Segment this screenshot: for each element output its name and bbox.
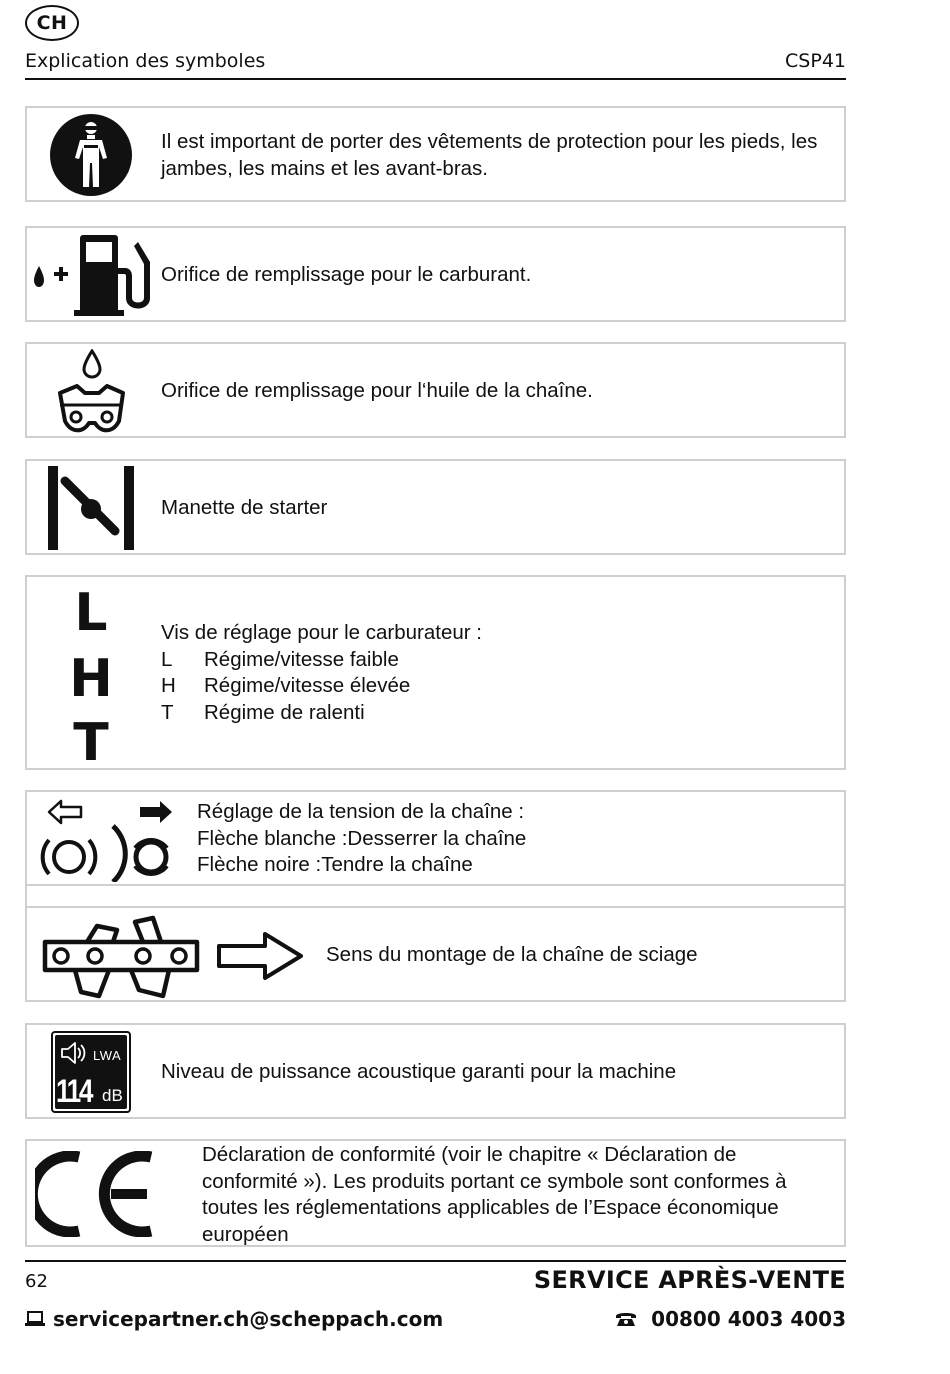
carburetor-item xyxy=(161,647,482,674)
page-number: 62 xyxy=(25,1271,48,1292)
symbol-row-protective-clothing xyxy=(25,106,846,202)
ce-mark-icon xyxy=(35,1151,155,1237)
choke-lever-icon xyxy=(45,465,137,551)
chain-tension-line: Flèche blanche :Desserrer la chaîne xyxy=(197,826,527,850)
phone-number[interactable]: 00800 4003 4003 xyxy=(651,1307,846,1331)
symbol-text-chain-oil: Orifice de remplissage pour l‘huile de la chaîne. xyxy=(161,379,593,402)
carburetor-item xyxy=(161,673,482,700)
symbol-row-ce xyxy=(25,1139,846,1247)
service-label: SERVICE APRÈS-VENTE xyxy=(533,1266,846,1294)
symbol-text-ce: Déclaration de conformité (voir le chapitre « Déclaration de conformité »). Les produits portant ce symbole sont conformes à toutes les réglementations applicables de l’Espace économique européen xyxy=(202,1143,787,1246)
carburetor-item-code: L xyxy=(161,647,173,671)
chain-tension-line: Réglage de la tension de la chaîne : xyxy=(197,800,525,823)
sound-value: 114 xyxy=(56,1073,91,1109)
symbol-row-sound-power xyxy=(25,1023,846,1119)
symbol-text-saw-chain: Sens du montage de la chaîne de sciage xyxy=(326,943,698,966)
chain-oil-icon xyxy=(55,349,127,435)
chain-tension-line: Flèche noire :Tendre la chaîne xyxy=(197,853,473,876)
carburetor-description xyxy=(161,620,482,726)
carburetor-item-label: Régime de ralenti xyxy=(204,700,365,724)
laptop-icon xyxy=(25,1311,45,1327)
symbol-row-chain-tension xyxy=(25,790,846,886)
saw-chain-direction-icon xyxy=(39,912,323,1000)
symbol-text-fuel: Orifice de remplissage pour le carburant. xyxy=(161,263,532,286)
carburetor-item xyxy=(161,700,482,727)
carburetor-title: Vis de réglage pour le carburateur : xyxy=(161,621,482,644)
carburetor-item-code: H xyxy=(161,674,176,697)
footer-rule xyxy=(25,1260,846,1262)
symbol-row-fuel xyxy=(25,226,846,322)
country-badge: CH xyxy=(25,5,79,41)
symbol-row-choke xyxy=(25,459,846,555)
section-title: Explication des symboles xyxy=(25,50,266,72)
letter-t: T xyxy=(73,713,109,773)
carburetor-item-label: Régime/vitesse faible xyxy=(204,647,399,671)
footer-email xyxy=(25,1307,443,1331)
telephone-icon xyxy=(615,1311,637,1327)
symbol-text-protective-clothing: Il est important de porter des vêtements de protection pour les pieds, les jambes, les mains et les avant-bras. xyxy=(161,130,818,180)
sound-power-icon xyxy=(51,1031,131,1113)
footer-phone xyxy=(615,1307,846,1331)
symbol-row-carburetor xyxy=(25,575,846,773)
email-address[interactable]: servicepartner.ch@scheppach.com xyxy=(53,1307,444,1331)
separator-row xyxy=(25,884,846,908)
fuel-pump-icon xyxy=(31,232,153,318)
symbol-row-saw-chain xyxy=(25,906,846,1002)
symbol-text-sound-power: Niveau de puissance acoustique garanti pour la machine xyxy=(161,1060,677,1083)
protective-clothing-icon xyxy=(49,113,133,197)
carburetor-letters-icon xyxy=(65,577,117,773)
chain-tension-description xyxy=(197,799,526,879)
symbol-text-choke: Manette de starter xyxy=(161,496,328,519)
chain-tension-icon xyxy=(39,796,179,882)
model-name: CSP41 xyxy=(785,50,846,72)
letter-h: H xyxy=(69,649,113,709)
letter-l: L xyxy=(74,583,108,643)
carburetor-item-label: Régime/vitesse élevée xyxy=(204,674,411,697)
sound-unit: dB xyxy=(102,1086,123,1105)
header-rule xyxy=(25,78,846,80)
sound-label: LWA xyxy=(93,1048,122,1063)
carburetor-item-code: T xyxy=(161,700,174,724)
symbol-row-chain-oil xyxy=(25,342,846,438)
speaker-icon xyxy=(59,1041,87,1065)
